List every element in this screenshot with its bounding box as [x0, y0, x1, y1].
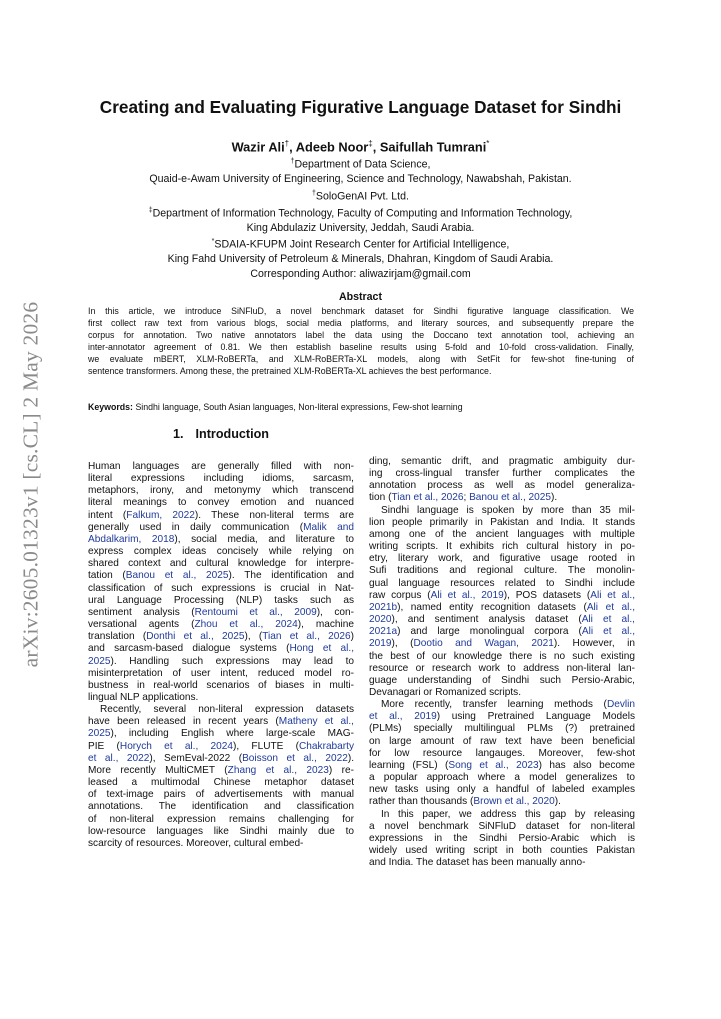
text-run: ), including English where large-scale MAG- — [110, 728, 354, 740]
text-run: ) has also become — [538, 759, 635, 771]
text-line — [369, 687, 635, 699]
text-run: of non-literal expression remains challenging for — [88, 813, 354, 825]
text-line — [88, 668, 354, 680]
text-line — [369, 699, 635, 711]
text-line — [369, 456, 635, 468]
text-run: ural Language Processing (NLP) tasks such as — [88, 594, 354, 606]
citation-link: Zhang et al., 2023 — [227, 764, 329, 776]
text-line — [369, 505, 635, 517]
text-run: and India. The dataset has been manually anno- — [369, 857, 586, 869]
citation-link: 2025 — [88, 728, 111, 740]
citation-link: Song et al., 2023 — [448, 759, 539, 771]
text-line — [369, 553, 635, 565]
text-run: literal expressions including idioms, sarcasm, — [88, 473, 354, 485]
text-run: low-resource languages like Sindhi mainly due to — [88, 825, 354, 837]
text-run: rather than thousands ( — [369, 796, 474, 808]
text-run: ). — [551, 492, 558, 504]
text-run: ; — [463, 492, 470, 504]
keywords — [88, 402, 634, 412]
text-line — [369, 711, 635, 723]
text-run: ), machine — [297, 619, 354, 631]
text-run: ), and sentiment analysis dataset ( — [391, 614, 582, 626]
text-line — [369, 772, 635, 784]
text-run: lingual NLP applications. — [88, 691, 199, 703]
right-column — [369, 456, 635, 869]
text-run: Human languages are generally filled with non- — [88, 461, 354, 472]
text-run: annotations. The identification and classification — [88, 801, 354, 813]
text-run: sentiment analysis ( — [88, 606, 195, 618]
text-run: raw corpus ( — [369, 589, 431, 601]
text-line — [369, 565, 635, 577]
text-line — [369, 517, 635, 529]
abstract-body — [88, 306, 634, 377]
text-run: ing cross-lingual transfer further complicates the — [369, 468, 635, 480]
citation-link: et al., 2019 — [369, 711, 437, 723]
affiliation-text: Corresponding Author: aliwazirjam@gmail.com — [250, 267, 471, 280]
text-line — [88, 522, 354, 534]
citation-link: 2019 — [369, 638, 392, 650]
section-heading — [88, 427, 354, 441]
citation-link: Chakrabarty — [299, 740, 354, 752]
affiliation-text: Department of Information Technology, Faculty of Computing and Information Technology, — [152, 207, 573, 220]
citation-link: Devlin — [606, 699, 635, 711]
affiliation-line — [60, 155, 661, 172]
text-line — [88, 595, 354, 607]
text-line — [88, 680, 354, 692]
text-line — [369, 784, 635, 796]
text-line — [369, 809, 635, 821]
text-line — [88, 461, 354, 473]
affiliation-line — [60, 221, 661, 236]
citation-link: Dootio and Wagan, 2021 — [413, 638, 554, 650]
citation-link: Abdalkarim, 2018 — [88, 533, 175, 545]
text-line — [88, 546, 354, 558]
affiliation-line — [60, 204, 661, 221]
text-line — [88, 643, 354, 655]
text-line — [369, 723, 635, 735]
text-run: ). — [554, 796, 561, 808]
text-line — [88, 656, 354, 668]
text-run: ), ( — [244, 631, 263, 643]
abstract-line: we evaluate mBERT, XLM-RoBERTa, and XLM-RoBERTa-XL models, along with SetFit for few-shot fine-tuning of — [88, 353, 634, 364]
citation-link: Donthi et al., 2025 — [146, 631, 245, 643]
text-run: In this paper, we address this gap by releasing — [381, 808, 635, 820]
text-run: ) re- — [328, 764, 354, 776]
citation-link: Ali et al., — [581, 626, 636, 638]
text-run: learning (FSL) ( — [369, 759, 449, 771]
text-run: ), POS datasets ( — [503, 589, 591, 601]
text-run: Sindhi language is spoken by more than 35 mil- — [381, 504, 635, 516]
text-line — [369, 663, 635, 675]
section-number: 1. — [173, 427, 184, 441]
text-run: ), social media, and literature to — [174, 533, 354, 545]
text-run: generally used in daily communication ( — [88, 521, 304, 533]
text-line — [88, 631, 354, 643]
author-mark: * — [486, 139, 490, 148]
text-run: for low resource langauges. Moreover, few-shot — [369, 747, 635, 759]
text-line — [369, 626, 635, 638]
text-line — [88, 741, 354, 753]
text-run: a novel benchmark SiNFluD dataset for non-literal — [369, 820, 635, 832]
text-line — [88, 814, 354, 826]
text-run: on large amount of raw text have been beneficial — [369, 735, 635, 747]
text-run: More recently MultiCMET ( — [88, 764, 228, 776]
affiliation-line — [60, 172, 661, 187]
text-line — [369, 821, 635, 833]
author-name: Adeeb Noor — [295, 139, 369, 155]
text-line — [369, 602, 635, 614]
abstract-line: inter-annotator agreement of 0.81. We then establish baseline results using 5-fold and 10-fold cross-validation. Finally, — [88, 341, 634, 352]
text-line — [88, 558, 354, 570]
text-run: classification of such expressions is crucial in Nat- — [88, 582, 354, 594]
author-separator: , — [289, 139, 296, 155]
text-line — [88, 534, 354, 546]
text-line — [88, 789, 354, 801]
abstract-line: corpus for annotation. Two native annotators label the data using the Doccano text annotation tool, achieving an — [88, 329, 634, 340]
text-line — [369, 480, 635, 492]
citation-link: Ali et al., — [586, 601, 636, 613]
citation-link: 2025 — [88, 655, 111, 667]
affiliation-text: SDAIA-KFUPM Joint Research Center for Artificial Intelligence, — [214, 238, 510, 251]
affiliation-line — [60, 235, 661, 252]
text-run: ). Handling such expressions may lead to — [110, 655, 354, 667]
text-line — [369, 796, 635, 808]
text-run: ), named entity recognition datasets ( — [397, 601, 587, 613]
affiliation-text: SoloGenAI Pvt. Ltd. — [315, 190, 409, 203]
text-run: ding, semantic drift, and pragmatic ambiguity dur- — [369, 456, 635, 467]
citation-link: 2021b — [369, 601, 398, 613]
text-line — [369, 638, 635, 650]
text-line — [88, 838, 354, 850]
text-run: ). — [347, 752, 354, 764]
citation-link: Ali et al., — [581, 614, 635, 626]
text-run: intent ( — [88, 509, 127, 521]
affiliation-list — [60, 155, 661, 281]
text-run: ), ( — [391, 638, 414, 650]
text-line — [369, 590, 635, 602]
author-list — [60, 139, 661, 154]
text-run: a popular approach where a model generalizes to — [369, 772, 635, 784]
abstract-line: In this article, we introduce SiNFluD, a novel benchmark dataset for Sindhi figurative language classification. We — [88, 306, 634, 316]
citation-link: 2020 — [369, 614, 392, 626]
text-line — [369, 529, 635, 541]
text-line — [88, 765, 354, 777]
affiliation-line — [60, 187, 661, 204]
section-title: Introduction — [195, 427, 269, 441]
abstract-line: sentence transformers. Among these, the pretrained XLM-RoBERTa-XL achieves the best performance. — [88, 365, 492, 376]
citation-link: Rentoumi et al., 2009 — [194, 606, 317, 618]
text-run: of text-image pairs of advertisements with manual — [88, 789, 354, 801]
text-line — [369, 675, 635, 687]
citation-link: Matheny et al., — [278, 716, 354, 728]
arxiv-identifier — [14, 298, 48, 670]
citation-link: 2021a — [369, 626, 398, 638]
text-line — [369, 736, 635, 748]
keywords-label: Keywords: — [88, 402, 133, 412]
text-run: ). However, in — [553, 638, 635, 650]
citation-link: Banou et al., 2025 — [469, 492, 552, 504]
author-mark: † — [284, 139, 290, 148]
citation-link: Tian et al., 2026 — [262, 631, 351, 643]
text-line — [369, 578, 635, 590]
citation-link: Falkum, 2022 — [126, 509, 195, 521]
affiliation-text: Quaid-e-Awam University of Engineering, Science and Technology, Nawabshah, Pakistan. — [149, 173, 572, 186]
text-run: guage understanding of Sindhi such Persio-Arabic, — [369, 674, 635, 686]
citation-link: Malik and — [303, 521, 355, 533]
text-run: among one of the ancient languages with multiple — [369, 528, 635, 540]
citation-link: Ali et al., 2019 — [430, 589, 504, 601]
text-line — [369, 833, 635, 845]
affiliation-mark: ‡ — [148, 206, 153, 214]
text-line — [88, 753, 354, 765]
text-run: and sarcasm-based dialogue systems ( — [88, 643, 290, 655]
affiliation-mark: * — [211, 238, 215, 246]
text-run: Sufi traditions and regional culture. The monolin- — [369, 565, 635, 577]
text-run: expressions in the Sindhi Persio-Arabic which is — [369, 832, 635, 844]
text-line — [88, 777, 354, 789]
text-run: ) using Pretrained Language Models — [436, 711, 635, 723]
affiliation-text: Department of Data Science, — [294, 158, 431, 171]
text-run: new tasks using only a handful of labeled examples — [369, 784, 635, 796]
text-run: Devanagari or Romanized scripts. — [369, 686, 522, 698]
text-run: versational agents ( — [88, 619, 195, 631]
author-separator: , — [372, 139, 380, 155]
citation-link: Horych et al., 2024 — [119, 740, 233, 752]
text-line — [369, 760, 635, 772]
citation-link: et al., 2022 — [88, 752, 150, 764]
text-line — [88, 692, 354, 704]
text-line — [88, 607, 354, 619]
text-line — [88, 716, 354, 728]
abstract-line: first collect raw text from various blogs, social media platforms, and literary sources, and subsequently prepare the — [88, 317, 634, 328]
affiliation-text: King Abdulaziz University, Jeddah, Saudi Arabia. — [246, 221, 475, 234]
abstract-heading: Abstract — [339, 291, 382, 303]
text-run: ). These non-literal terms are — [194, 509, 355, 521]
citation-link: Ali et al., — [590, 589, 635, 601]
text-run: translation ( — [88, 631, 147, 643]
text-line — [88, 728, 354, 740]
text-run: leased a multimodal Chinese metaphor dataset — [88, 777, 354, 789]
citation-link: Zhou et al., 2024 — [194, 619, 298, 631]
text-run: metaphors, irony, and metonymy which transcend — [88, 485, 354, 497]
text-line — [88, 826, 354, 838]
text-run: have been released in recent years ( — [88, 716, 279, 728]
affiliation-mark: † — [290, 158, 295, 165]
text-run: ), FLUTE ( — [233, 740, 300, 752]
text-run: ), SemEval-2022 ( — [149, 752, 243, 764]
text-line — [369, 857, 635, 869]
author-name: Saifullah Tumrani — [379, 139, 487, 155]
text-run: the best of our knowledge there is no such existing — [369, 650, 635, 662]
text-line — [88, 485, 354, 497]
text-run: writing scripts. It exhibits rich cultural history in po- — [369, 541, 635, 553]
author-mark: ‡ — [368, 139, 373, 148]
citation-link: Boisson et al., 2022 — [242, 752, 348, 764]
text-run: bustness in real-world scenarios of biases in multi- — [88, 679, 354, 691]
text-run: More recently, transfer learning methods ( — [381, 699, 607, 711]
text-line — [369, 651, 635, 663]
text-run: resource or research work to address non-literal lan- — [369, 662, 635, 674]
text-line — [88, 510, 354, 522]
affiliation-line — [60, 252, 661, 267]
text-line — [369, 748, 635, 760]
text-run: ), con- — [316, 606, 354, 618]
text-line — [88, 570, 354, 582]
text-run: tation ( — [88, 570, 126, 582]
text-line — [88, 801, 354, 813]
text-run: gual language resources related to Sindhi include — [369, 577, 635, 589]
text-run: express complex ideas concisely while relying on — [88, 546, 354, 558]
text-line — [88, 497, 354, 509]
text-run: widely used writing script in both counties Pakistan — [369, 845, 635, 856]
text-line — [88, 704, 354, 716]
author-name: Wazir Ali — [231, 139, 285, 155]
keywords-text: Sindhi language, South Asian languages, Non-literal expressions, Few-shot learning — [135, 402, 463, 412]
citation-link: Hong et al., — [289, 643, 354, 655]
affiliation-line — [60, 267, 661, 282]
text-run: shared context and cultural knowledge for interpre- — [88, 558, 354, 570]
paper-title: Creating and Evaluating Figurative Language Dataset for Sindhi — [99, 97, 622, 117]
text-run: annotation process as well as model generaliza- — [369, 480, 635, 492]
text-line — [88, 583, 354, 595]
text-run: misinterpretation of user intent, reduced model ro- — [88, 667, 354, 679]
citation-link: Brown et al., 2020 — [473, 796, 555, 808]
text-run: Recently, several non-literal expression datasets — [100, 704, 354, 716]
text-line — [88, 619, 354, 631]
affiliation-mark: † — [312, 189, 316, 197]
text-line — [369, 541, 635, 553]
text-run: literal meanings to convey emotion and nuanced — [88, 497, 354, 509]
text-run: scarcity of resources. Moreover, cultural embed- — [88, 837, 304, 849]
text-run: ) and large monolingual corpora ( — [397, 626, 582, 638]
citation-link: Banou et al., 2025 — [125, 570, 229, 582]
text-run: lion people primarily in Pakistan and India. It stands — [369, 516, 635, 528]
text-line — [369, 845, 635, 857]
text-run: tion ( — [369, 492, 392, 504]
text-run: ) — [350, 631, 354, 643]
text-line — [369, 492, 635, 504]
text-run: (PLMs) specially multilingual PLMs (?) pretrained — [369, 723, 635, 735]
text-line — [88, 473, 354, 485]
arxiv-identifier-text: arXiv:2605.01323v1 [cs.CL] 2 May 2026 — [18, 301, 43, 667]
left-column — [88, 461, 354, 850]
text-line — [369, 468, 635, 480]
affiliation-text: King Fahd University of Petroleum & Minerals, Dhahran, Kingdom of Saudi Arabia. — [167, 253, 554, 266]
citation-link: Tian et al., 2026 — [391, 492, 464, 504]
text-line — [369, 614, 635, 626]
text-run: etry, literary work, and figurative usage rooted in — [369, 553, 635, 565]
text-run: PIE ( — [88, 740, 120, 752]
text-run: ). The identification and — [228, 570, 354, 582]
